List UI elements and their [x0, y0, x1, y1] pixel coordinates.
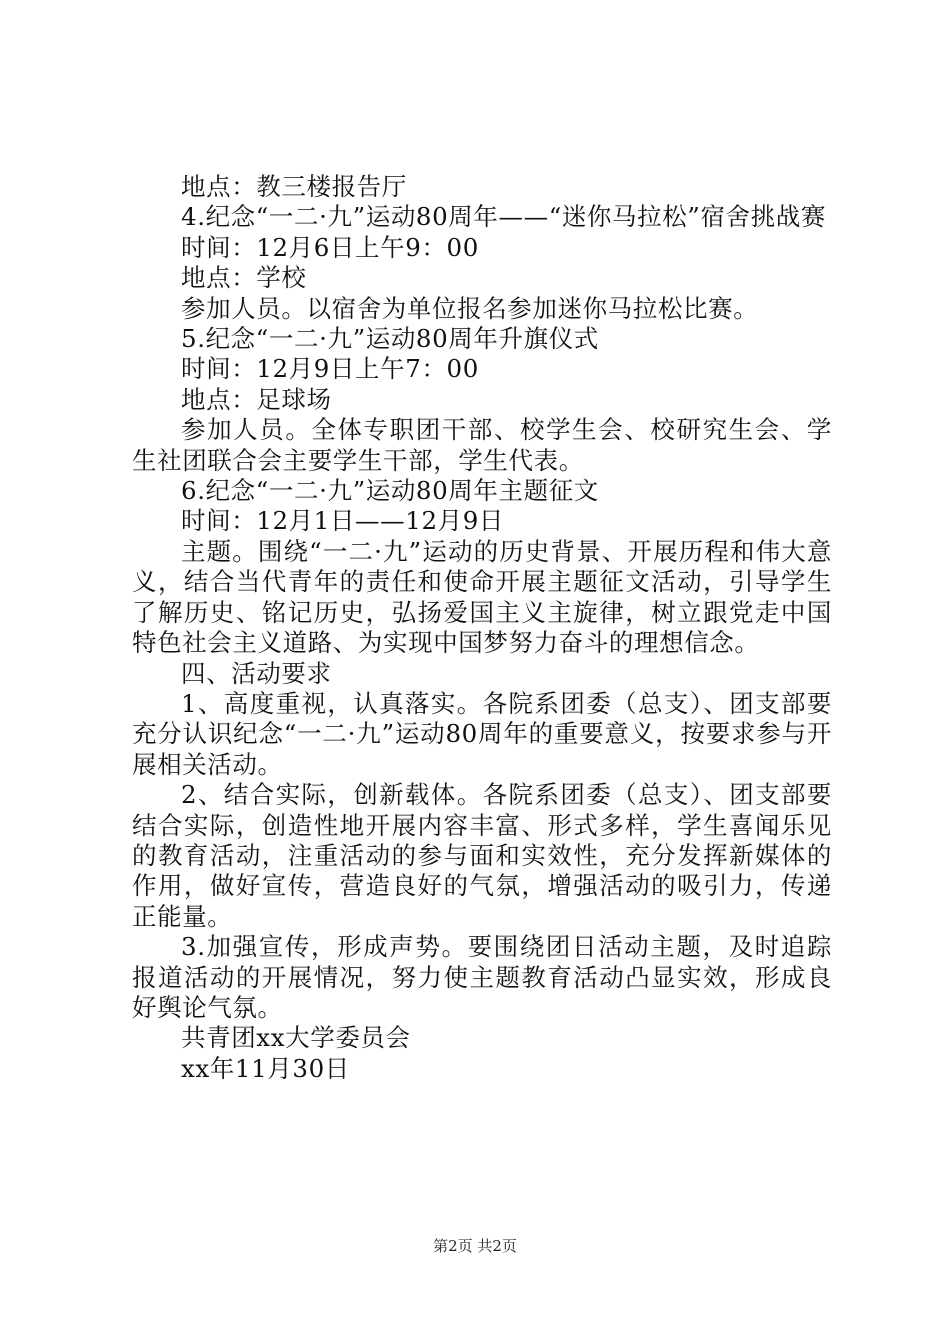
paragraph-item-6-theme: 主题。围绕“一二·九”运动的历史背景、开展历程和伟大意义，结合当代青年的责任和使命开展主题征文活动，引导学生了解历史、铭记历史，弘扬爱国主义主旋律，树立跟党走中国特色社会主义道路、为实现中国梦努力奋斗的理想信念。 — [132, 536, 832, 658]
paragraph-item-4-title: 4.纪念“一二·九”运动80周年——“迷你马拉松”宿舍挑战赛 — [181, 202, 826, 232]
paragraph-item-5-time: 时间：12月9日上午7：00 — [181, 354, 479, 384]
paragraph-requirement-2: 2、结合实际，创新载体。各院系团委（总支）、团支部要结合实际，创造性地开展内容丰富、形式多样，学生喜闻乐见的教育活动，注重活动的参与面和实效性，充分发挥新媒体的作用，做好宣传，营造良好的气氛，增强活动的吸引力，传递正能量。 — [132, 780, 832, 931]
document-body — [132, 172, 832, 1084]
paragraph-item-5-title: 5.纪念“一二·九”运动80周年升旗仪式 — [181, 324, 599, 354]
paragraph-item-4-location: 地点：学校 — [181, 263, 307, 293]
paragraph-item-5-participants: 参加人员。全体专职团干部、校学生会、校研究生会、学生社团联合会主要学生干部，学生代表。 — [132, 415, 832, 475]
paragraph-item-6-time: 时间：12月1日——12月9日 — [181, 506, 505, 536]
signature-organization: 共青团xx大学委员会 — [181, 1023, 411, 1053]
paragraph-requirement-1: 1、高度重视，认真落实。各院系团委（总支）、团支部要充分认识纪念“一二·九”运动80周年的重要意义，按要求参与开展相关活动。 — [132, 688, 832, 779]
paragraph-item-6-title: 6.纪念“一二·九”运动80周年主题征文 — [181, 476, 599, 506]
signature-date: xx年11月30日 — [181, 1053, 350, 1083]
paragraph-item-4-participants: 参加人员。以宿舍为单位报名参加迷你马拉松比赛。 — [181, 293, 759, 323]
paragraph-requirement-3: 3.加强宣传，形成声势。要围绕团日活动主题，及时追踪报道活动的开展情况，努力使主题教育活动凸显实效，形成良好舆论气氛。 — [132, 932, 832, 1022]
paragraph-location-hall: 地点：教三楼报告厅 — [181, 172, 407, 201]
section-heading-requirements: 四、活动要求 — [181, 658, 332, 688]
paragraph-item-5-location: 地点：足球场 — [181, 384, 332, 414]
page-number-footer: 第2页 共2页 — [433, 1237, 517, 1255]
paragraph-item-4-time: 时间：12月6日上午9：00 — [181, 232, 479, 262]
